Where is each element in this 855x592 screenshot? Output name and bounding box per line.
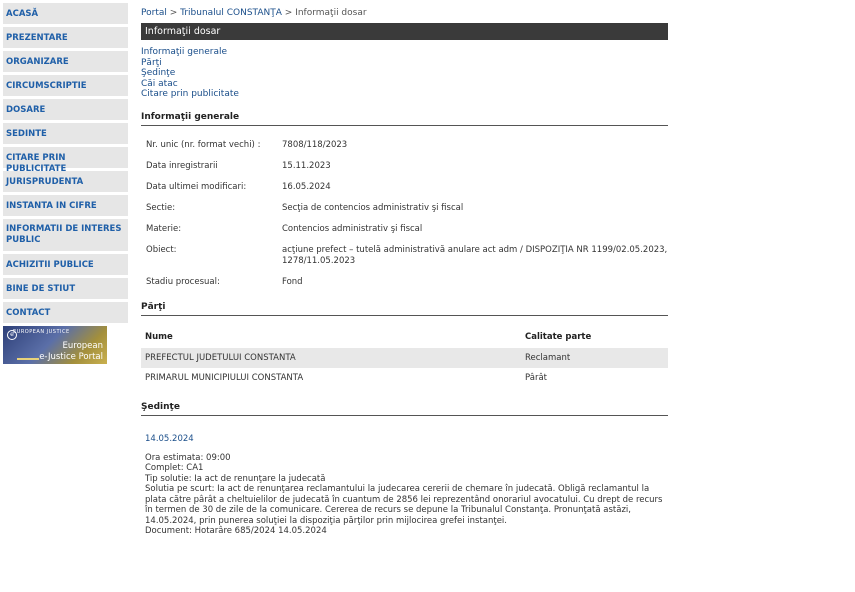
sidebar-nav	[3, 3, 128, 364]
info-label: Data ultimei modificari:	[146, 181, 247, 192]
nav-instanta-in-cifre[interactable]: INSTANTA IN CIFRE	[3, 195, 128, 216]
section-title-general: Informaţii generale	[141, 112, 668, 126]
section-title-parti: Părţi	[141, 302, 668, 316]
scales-of-justice-icon	[17, 340, 39, 360]
breadcrumb-court-link[interactable]: Tribunalul CONSTANŢA	[180, 8, 282, 18]
info-value: 16.05.2024	[282, 181, 331, 192]
party-role: Reclamant	[525, 352, 571, 363]
breadcrumb	[141, 7, 668, 23]
info-value: Contencios administrativ şi fiscal	[282, 223, 423, 234]
table-row	[141, 368, 668, 388]
info-label: Obiect:	[146, 244, 177, 255]
info-row	[141, 182, 668, 203]
main-content	[141, 7, 668, 537]
info-value: acţiune prefect – tutelă administrativă anulare act adm / DISPOZIŢIA NR 1199/02.05.2023, 1278/11.05.2023	[282, 244, 668, 266]
nav-citare-prin-publicitate[interactable]: CITARE PRIN PUBLICITATE	[3, 147, 128, 168]
info-label: Stadiu procesual:	[146, 276, 220, 287]
sedinta-solutia-pe-scurt: Solutia pe scurt: Ia act de renunţarea reclamantului la judecarea cererii de chemare în judecată. Obligă reclamantul la plata către pârât a cheltuielilor de judecată în cuantum de 2856 lei reprezentând onorariul avocatului. Cu drept de recurs în termen de 30 de zile de la comunicare. Cererea de recurs se depune la Tribunalul Constanţa. Pronunţată astăzi, 14.05.2024, prin punerea soluţiei la dispoziţia părţilor prin mijlocirea grefei instanţei.	[145, 484, 663, 526]
parti-header-row	[141, 327, 668, 348]
link-parti[interactable]: Părţi	[141, 57, 162, 68]
banner-line1: European	[62, 341, 103, 351]
column-header-calitate: Calitate parte	[525, 331, 592, 342]
info-label: Materie:	[146, 223, 182, 234]
sedinta-complet: Complet: CA1	[145, 463, 204, 473]
info-row	[141, 140, 668, 161]
info-value: Fond	[282, 276, 303, 287]
table-row	[141, 348, 668, 368]
info-value: 7808/118/2023	[282, 139, 348, 150]
nav-circumscriptie[interactable]: CIRCUMSCRIPTIE	[3, 75, 128, 96]
info-row	[141, 224, 668, 245]
info-label: Nr. unic (nr. format vechi) :	[146, 139, 261, 150]
banner-small-text: EUROPEAN JUSTICE	[13, 329, 70, 335]
sedinta-details	[141, 453, 665, 537]
info-row	[141, 245, 668, 277]
info-row	[141, 161, 668, 182]
sedinta-tip-solutie: Tip solutie: Ia act de renunţare la judecată	[145, 473, 326, 484]
link-citare-prin-publicitate[interactable]: Citare prin publicitate	[141, 89, 239, 99]
banner-line2: e-Justice Portal	[39, 352, 103, 362]
link-cai-atac[interactable]: Căi atac	[141, 78, 178, 89]
nav-prezentare[interactable]: PREZENTARE	[3, 27, 128, 48]
column-header-nume: Nume	[145, 331, 173, 342]
nav-bine-de-stiut[interactable]: BINE DE STIUT	[3, 278, 128, 299]
link-sedinte[interactable]: Şedinţe	[141, 68, 176, 78]
sedinta-ora: Ora estimata: 09:00	[145, 452, 231, 463]
nav-achizitii-publice[interactable]: ACHIZITII PUBLICE	[3, 254, 128, 275]
e-logo-icon: e	[7, 330, 17, 340]
info-row	[141, 277, 668, 298]
nav-organizare[interactable]: ORGANIZARE	[3, 51, 128, 72]
nav-jurisprudenta[interactable]: JURISPRUDENTA	[3, 171, 128, 192]
party-name: PRIMARUL MUNICIPIULUI CONSTANTA	[145, 372, 304, 383]
nav-contact[interactable]: CONTACT	[3, 302, 128, 323]
info-value: 15.11.2023	[282, 160, 331, 171]
info-label: Sectie:	[146, 202, 176, 213]
section-links	[141, 47, 668, 100]
breadcrumb-separator: >	[169, 8, 178, 18]
nav-dosare[interactable]: DOSARE	[3, 99, 128, 120]
breadcrumb-portal-link[interactable]: Portal	[141, 8, 167, 18]
nav-informatii-de-interes-public[interactable]: INFORMATII DE INTERES PUBLIC	[3, 219, 128, 251]
breadcrumb-current: Informaţii dosar	[295, 8, 367, 18]
section-title-sedinte: Şedinţe	[141, 402, 668, 416]
party-role: Pârât	[525, 372, 547, 383]
parti-table	[141, 327, 668, 388]
nav-acasa[interactable]: ACASĂ	[3, 3, 128, 24]
info-row	[141, 203, 668, 224]
ejustice-portal-banner[interactable]	[3, 326, 107, 364]
general-info-table	[141, 140, 668, 298]
sedinta-date: 14.05.2024	[145, 433, 194, 444]
sedinta-document: Document: Hotarâre 685/2024 14.05.2024	[145, 526, 327, 536]
info-label: Data inregistrarii	[146, 160, 218, 171]
nav-sedinte[interactable]: SEDINTE	[3, 123, 128, 144]
party-name: PREFECTUL JUDETULUI CONSTANTA	[145, 352, 296, 363]
link-informatii-generale[interactable]: Informaţii generale	[141, 47, 227, 57]
page-title: Informaţii dosar	[141, 23, 668, 40]
breadcrumb-separator: >	[284, 8, 293, 18]
info-value: Secţia de contencios administrativ şi fiscal	[282, 202, 464, 213]
